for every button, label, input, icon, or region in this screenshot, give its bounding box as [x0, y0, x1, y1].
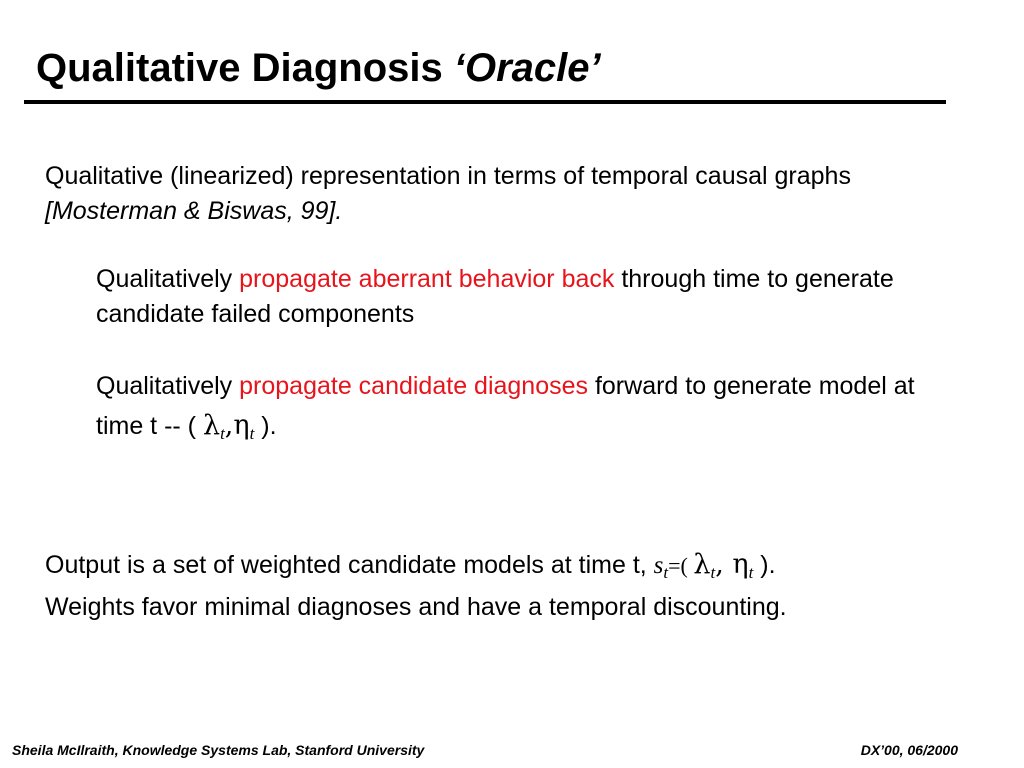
- s-subscript: t: [663, 563, 669, 582]
- footer-date: DX’00, 06/2000: [860, 742, 958, 758]
- eta-subscript: t: [249, 424, 255, 443]
- paragraph-propagate-forward: [96, 366, 956, 454]
- output-lead: Output is a set of weighted candidate models at time t,: [45, 551, 654, 579]
- lambda-symbol: λ: [693, 549, 711, 580]
- s-variable: s: [653, 552, 664, 579]
- propagate-back-rest: through time to generate candidate failed components: [96, 265, 894, 328]
- equals-paren: =(: [668, 553, 694, 578]
- title-main: Qualitative Diagnosis: [36, 46, 454, 90]
- propagate-forward-lead: Qualitatively: [96, 372, 240, 400]
- lambda-subscript: t: [220, 424, 225, 443]
- lambda-subscript: t: [710, 563, 716, 582]
- comma: ,: [224, 410, 234, 441]
- propagate-back-lead: Qualitatively: [96, 265, 240, 293]
- representation-text: Qualitative (linearized) representation in terms of temporal causal graphs: [45, 162, 851, 190]
- paragraph-propagate-back: [96, 262, 956, 332]
- title-underline: [24, 100, 946, 104]
- paragraph-output: [45, 547, 985, 625]
- citation: [Mosterman & Biswas, 99].: [45, 197, 343, 225]
- propagate-forward-highlight: propagate candidate diagnoses: [239, 372, 589, 400]
- title-emphasis: ‘Oracle’: [453, 46, 601, 90]
- paragraph-representation: [45, 159, 945, 229]
- propagate-forward-rest: forward to generate model at time t -- (: [96, 372, 915, 440]
- comma: ,: [715, 549, 733, 580]
- eta-symbol: η: [233, 410, 250, 441]
- closing-paren: ).: [254, 412, 277, 440]
- closing-paren: ).: [753, 551, 776, 579]
- slide-title: [36, 44, 601, 92]
- propagate-back-highlight: propagate aberrant behavior back: [239, 265, 615, 293]
- eta-subscript: t: [748, 563, 754, 582]
- lambda-symbol: λ: [202, 410, 221, 441]
- weights-text: Weights favor minimal diagnoses and have a temporal discounting.: [45, 593, 787, 621]
- eta-symbol: η: [732, 549, 749, 580]
- footer-author: Sheila McIlraith, Knowledge Systems Lab, Stanford University: [12, 742, 425, 758]
